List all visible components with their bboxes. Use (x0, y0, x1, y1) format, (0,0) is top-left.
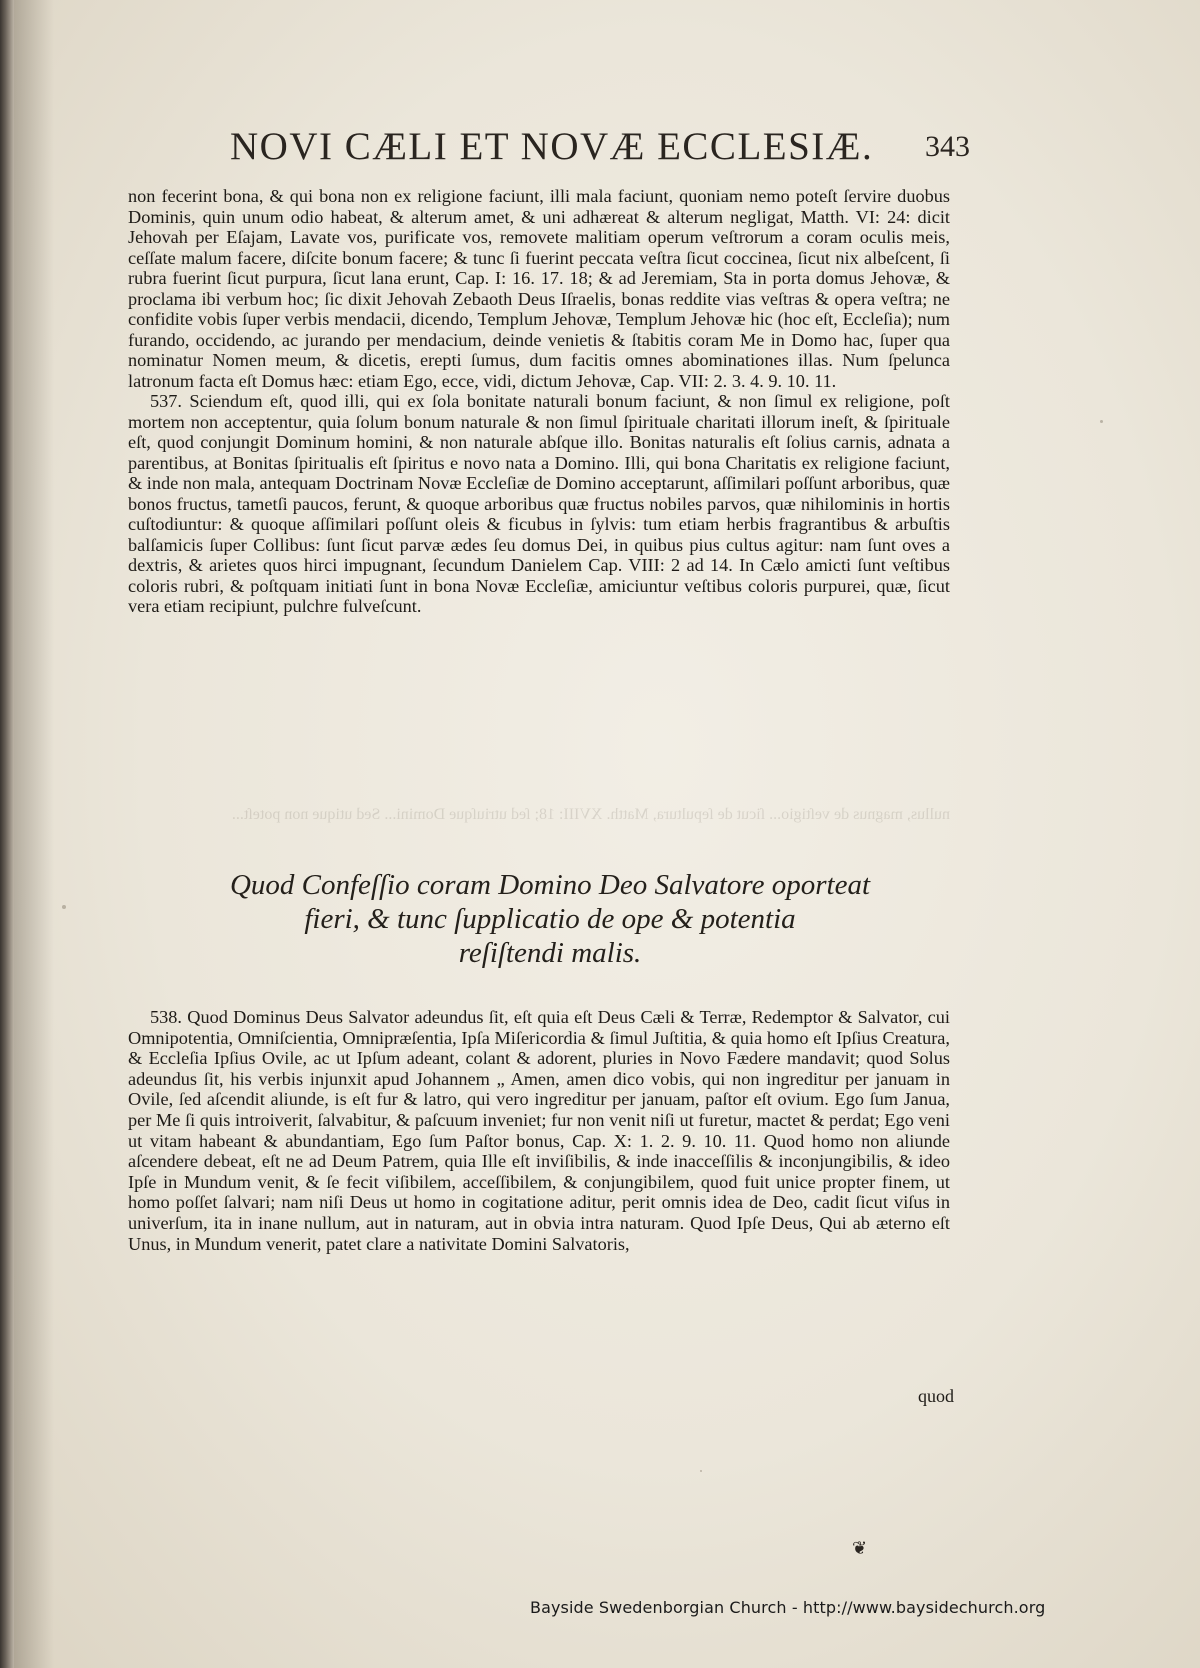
paper-speck (1100, 420, 1103, 423)
paragraph-continuation: non fecerint bona, & qui bona non ex religione faciunt, illi mala faciunt, quoniam nemo poteſt ſervire duobus Dominis, quin unum odio habeat, & alterum amet, & uni adhæreat & alterum negligat, Matth. VI: 24: dicit Jehovah per Eſajam, Lavate vos, purificate vos, removete malitiam operum veſtrorum a coram oculis meis, ceſſate malum facere, diſcite bonum facere; & tunc ſi fuerint peccata veſtra ſicut coccinea, ſicut nix albeſcent, ſi rubra fuerint ſicut purpura, ſicut lana erunt, Cap. I: 16. 17. 18; & ad Jeremiam, Sta in porta domus Jehovæ, & proclama ibi verbum hoc; ſic dixit Jehovah Zebaoth Deus Iſraelis, bonas reddite vias veſtras & opera veſtra; ne confidite vobis ſuper verbis mendacii, dicendo, Templum Jehovæ, Templum Jehovæ hic (hoc eſt, Eccleſia); num furando, occidendo, ac jurando per mendacium, deinde venietis & ſtabitis coram Me in Domo hac, ſuper qua nominatur Nomen meum, & dicetis, erepti ſumus, dum facitis omnes abominationes illas. Num ſpelunca latronum facta eſt Domus hæc: etiam Ego, ecce, vidi, dictum Jehovæ, Cap. VII: 2. 3. 4. 9. 10. 11. (128, 186, 950, 391)
binding-edge (0, 0, 14, 1668)
catchword: quod (918, 1386, 954, 1406)
spine-shadow (14, 0, 54, 1668)
section-heading (150, 868, 950, 970)
running-title: NOVI CÆLI ET NOVÆ ECCLESIÆ. (230, 125, 874, 168)
footer-credit: Bayside Swedenborgian Church - http://www.baysidechurch.org (530, 1598, 1046, 1617)
page-number: 343 (925, 130, 970, 163)
fleuron-ornament: ❦ (852, 1538, 868, 1558)
paragraph-537: 537. Sciendum eſt, quod illi, qui ex ſola bonitate naturali bonum faciunt, & non ſimul ex religione, poſt mortem non acceptentur, quia ſolum bonum naturale & non ſimul ſpirituale charitati illorum ineſt, & ſpirituale eſt, quod conjungit Dominum homini, & non naturale abſque illo. Bonitas naturalis eſt ſolius carnis, adnata a parentibus, at Bonitas ſpiritualis eſt ſpiritus e novo nata a Domino. Illi, qui bona Charitatis ex religione faciunt, & inde non mala, antequam Doctrinam Novæ Eccleſiæ de Domino acceptarunt, aſſimilari poſſunt arboribus, quæ bonos fructus, tametſi paucos, ferunt, & quoque arboribus quæ fructus nobiles parvos, quæ nihilominis in hortis cuſtodiuntur: & quoque aſſimilari poſſunt oleis & ficubus in ſylvis: tum etiam herbis fragrantibus & arbuſtis balſamicis ſuper Collibus: ſunt ſicut parvæ ædes ſeu domus Dei, in quibus pius cultus agitur: nam ſunt oves a dextris, & arietes quos hirci impugnant, ſecundum Danielem Cap. VIII: 2 ad 14. In Cælo amicti ſunt veſtibus coloris rubri, & poſtquam initiati ſunt in bona Novæ Eccleſiæ, amiciuntur veſtibus coloris purpurei, quæ, ſicut vera etiam recipiunt, pulchre fulveſcunt. (128, 391, 950, 616)
second-text-block (128, 1007, 950, 1254)
section-heading-line-3: reſiſtendi malis. (458, 937, 642, 969)
main-text-block (128, 186, 950, 617)
paper-speck (700, 1470, 702, 1472)
section-heading-line-1: Quod Confeſſio coram Domino Deo Salvatore oporteat (229, 869, 871, 901)
section-heading-line-2: fieri, & tunc ſupplicatio de ope & potentia (304, 903, 796, 935)
running-head (120, 124, 980, 176)
paper-speck (62, 905, 66, 909)
bleed-through-text: nullus, magnus de veſtigio... ſicut de ſepultura, Matth. XVIII: 18; ſed utriuſque Domini... Sed utique non poteſt... (231, 806, 950, 823)
paragraph-538: 538. Quod Dominus Deus Salvator adeundus ſit, eſt quia eſt Deus Cæli & Terræ, Redemptor & Salvator, cui Omnipotentia, Omniſcientia, Omnipræſentia, Ipſa Miſericordia & ſimul Juſtitia, & quia homo eſt Ipſius Creatura, & Eccleſia Ipſius Ovile, ac ut Ipſum adeant, colant & adorent, pluries in Novo Fædere mandavit; quod Solus adeundus ſit, his verbis injunxit apud Johannem „ Amen, amen dico vobis, qui non ingreditur per januam in Ovile, ſed aſcendit aliunde, is eſt fur & latro, qui vero ingreditur per januam, paſtor eſt ovium. Ego ſum Janua, per Me ſi quis introiverit, ſalvabitur, & paſcuum inveniet; fur non venit niſi ut furetur, mactet & perdat; Ego veni ut vitam habeant & abundantiam, Ego ſum Paſtor bonus, Cap. X: 1. 2. 9. 10. 11. Quod homo non aliunde aſcendere debeat, eſt ne ad Deum Patrem, quia Ille eſt inviſibilis, & inde inacceſſilis & inconjungibilis, & ideo Ipſe in Mundum venit, & ſe fecit viſibilem, acceſſibilem, & conjungibilem, quod fuit unice propter finem, ut homo poſſet ſalvari; nam niſi Deus ut homo in cogitatione aditur, perit omnis idea de Deo, cadit ſicut viſus in univerſum, ita in inane nullum, aut in naturam, aut in obvia intra naturam. Quod Ipſe Deus, Qui ab æterno eſt Unus, in Mundum venerit, patet clare a nativitate Domini Salvatoris, (128, 1007, 950, 1254)
